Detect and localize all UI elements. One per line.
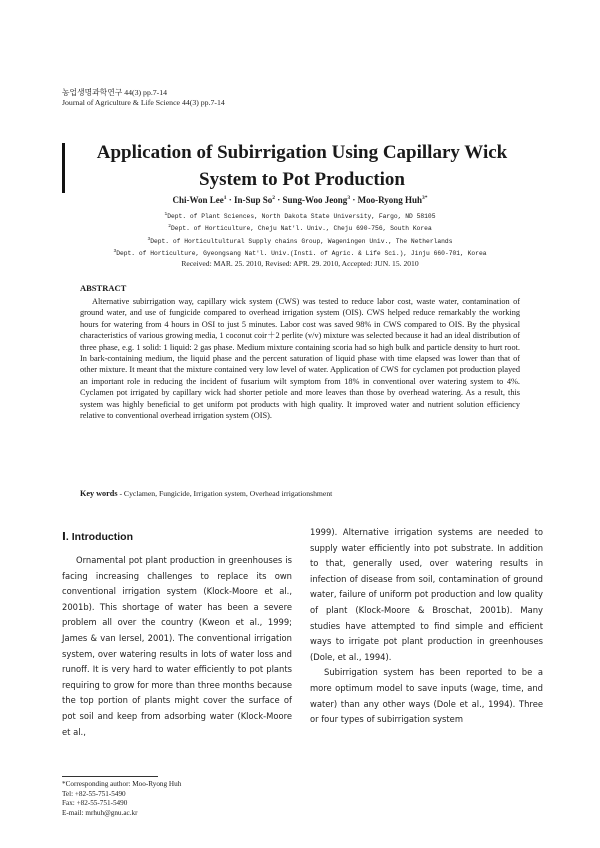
footnote-divider [62,776,158,777]
author-name: Moo-Ryong Huh [357,195,423,205]
abstract-text: Alternative subirrigation way, capillary wick system (CWS) was tested to reduce labor cost, waste water, contamination of ground water, and use of fungicide compared to overhead irrigation system (OIS). CWS helped reduce remarkably the working hours for watering from 4 hours in OSI to just 5 minutes. Labor cost was saved 98% in CWS compared to OIS. By the physical characteristics of various growing media, 1 coconut coir＋2 perlite (v/v) mixture was selected because it had an ideal distribution of three phase, e.g. 1 solid: 1 liquid: 2 gas phase. Medium mixture containing scoria had so high bulk and particle density to hurt root. In bark-containing medium, the liquid phase and the percent saturation of liquid phase with time elapsed was lower than that of other mixture. It meant that the mixture contained very low level of water. Application of CWS for cyclamen pot production played an important role in reducing the incident of fusarium wilt symptom from 18% in conventional over watering system to 4%. Cyclamen pot irrigated by capillary wick had shorter petiole and more leaves than those by overhead watering. As a result, this system was highly beneficial to get uniform pot products with high quality. It improved water and nutrient solution efficiency relative to conventional overhead irrigation system (OIS). [80,297,520,421]
affiliation-line [60,210,540,222]
keywords [80,489,520,498]
author-sup: 3* [422,195,428,201]
section-heading-introduction: Ⅰ. Introduction [62,531,133,543]
right-column [310,525,543,728]
intro-paragraph: Ornamental pot plant production in greenhouses is facing increasing challenges to replace its own conventional irrigation system (Klock-Moore et al., 2001b). This shortage of water has been a severe problem all over the country (Kweon et al., 1999; James & van Iersel, 2001). The conventional irrigation system, over watering results in lots of water loss and runoff. It is very hard to water efficiently to pot plants requiring to grow for more than three months because the top portion of plants might cover the surface of pot soil and keep from adsorbing water (Klock-Moore et al., [62,555,292,737]
journal-english: Journal of Agriculture & Life Science 44(3) pp.7-14 [62,98,225,107]
corresponding-author: *Corresponding author: Moo-Ryong Huh [62,780,182,788]
title-accent-bar [62,143,65,193]
author-name: Chi-Won Lee [172,195,224,205]
author-separator: · [277,195,281,205]
affiliation-sup: 1 [164,212,168,217]
author-sup: 2 [272,195,276,201]
journal-korean: 농업생명과학연구 44(3) pp.7-14 [62,88,168,97]
telephone: Tel: +82-55-751-5490 [62,789,126,798]
keywords-label: Key words [80,489,118,498]
journal-header [62,88,225,108]
affiliation-line [60,222,540,234]
affiliation-sup: 2 [168,224,171,230]
affiliation-text: Dept. of Horticultultural Supply chains Group, Wageningen Univ., The Netherlands [150,237,453,245]
received-dates: Received: MAR. 25. 2010, Revised: APR. 29. 2010, Accepted: JUN. 15. 2010 [181,259,419,268]
affiliation-text: Dept. of Plant Sciences, North Dakota State University, Fargo, ND 58105 [167,213,436,221]
email: E-mail: mrhuh@gnu.ac.kr [62,808,138,817]
author-separator: · [352,195,356,205]
affiliations [60,210,540,260]
abstract-heading: ABSTRACT [80,283,127,293]
keywords-text: - Cyclamen, Fungicide, Irrigation system, Overhead irrigationshment [117,489,333,498]
author-separator: · [228,195,232,205]
intro-paragraph: 1999). Alternative irrigation systems are needed to supply water efficiently into pot substrate. In addition to that, generally used, over watering results in infection of disease from soil, contamination of ground water, failure of uniform pot production and low quality of plant (Klock-Moore & Broschat, 2001b). Many studies have attempted to find simple and efficient ways to irrigate pot plant production in greenhouses (Dole, et al., 1994). [310,527,543,662]
left-column [62,553,292,740]
author-name: In-Sup So [233,195,273,205]
paper-title: Application of Subirrigation Using Capillary Wick System to Pot Production [96,142,508,190]
affiliation-line [60,247,540,259]
affiliation-sup: 3 [113,249,117,255]
affiliation-sup: 3 [147,236,151,242]
author-sup: 3 [347,195,351,201]
author-name: Sung-Woo Jeong [282,195,348,205]
fax: Fax: +82-55-751-5490 [62,799,128,808]
affiliation-line [60,235,540,247]
author-sup: 1 [223,195,227,201]
affiliation-text: Dept. of Horticulture, Cheju Nat'l. Univ., Cheju 690-756, South Korea [170,225,432,233]
corresponding-footnote [62,780,181,818]
author-list [60,195,540,205]
intro-paragraph: Subirrigation system has been reported to be a more optimum model to save inputs (wage, time, and water) than any other ways (Dole et al., 1994). Three or four types of subirrigation system [310,667,543,725]
affiliation-text: Dept. of Horticulture, Gyeongsang Nat'l. Univ.(Insti. of Agric. & Life Sci.), Jinju 660-701, Korea [116,250,487,258]
